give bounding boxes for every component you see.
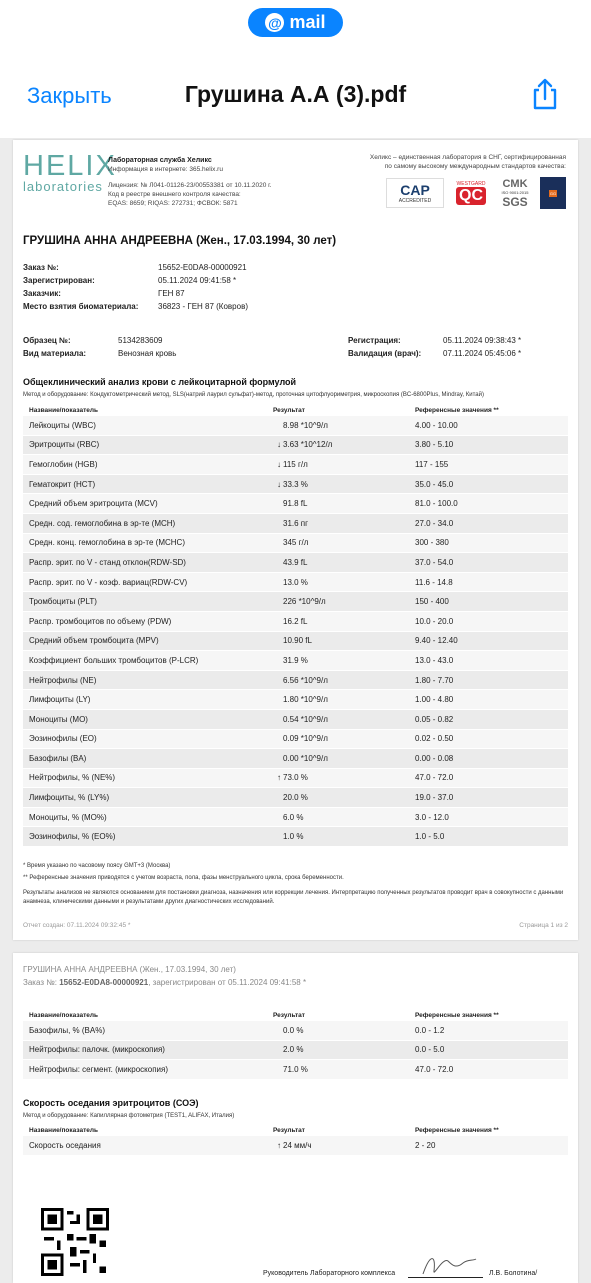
row-ref: 0.00 - 0.08 — [415, 753, 454, 763]
table-row — [23, 553, 568, 573]
row-result-cell — [273, 793, 415, 802]
row-ref: 10.0 - 20.0 — [415, 616, 454, 626]
order-label: Заказ №: — [23, 263, 59, 272]
timing-labels — [348, 334, 443, 360]
sample-value: 5134283609 — [118, 336, 163, 345]
row-result-cell — [273, 421, 415, 430]
signature-image — [418, 1249, 478, 1279]
row-result: 115 г/л — [283, 459, 308, 469]
material-label: Вид материала: — [23, 349, 87, 358]
row-result: 33.3 % — [283, 479, 308, 489]
p2-col-result: Результат — [273, 1012, 305, 1019]
row-result-cell — [273, 499, 415, 508]
row-name: Скорость оседания — [29, 1140, 101, 1150]
lab-registry: Код в реестре внешнего контроля качества: — [108, 191, 241, 198]
row-result-cell — [273, 754, 415, 763]
cbc-method: Метод и оборудование: Кондуктометрический метод, SLS(натрий лаурил сульфат)-метод, проточная цитофлуориметрия, микроскопия (BC-6800Plus, Mindray, Китай) — [23, 392, 484, 398]
row-ref: 9.40 - 12.40 — [415, 636, 458, 646]
cap-text: CAP — [400, 182, 430, 198]
row-result: 71.0 % — [283, 1064, 308, 1074]
order-values — [158, 261, 358, 313]
row-ref: 0.02 - 0.50 — [415, 734, 454, 744]
row-flag: ↓ — [277, 479, 281, 489]
table-row — [23, 1060, 568, 1080]
westgard-text: WESTGARD — [456, 181, 486, 187]
viewer-header — [0, 0, 591, 138]
certificates — [386, 176, 566, 210]
footnote-timezone: * Время указано по часовому поясу GMT+3 (Москва) — [23, 863, 171, 869]
lab-registry-codes: EQAS: 8659; RIQAS: 272731; ФСВОК: 5871 — [108, 200, 238, 207]
sample-labels — [23, 334, 118, 360]
cap-sub: ACCREDITED — [398, 198, 432, 204]
p2-rows — [23, 1021, 568, 1080]
row-name: Коэффициент больших тромбоцитов (P-LCR) — [29, 655, 199, 665]
order-labels — [23, 261, 158, 313]
page-number: Страница 1 из 2 — [519, 922, 568, 929]
sample-values — [118, 334, 278, 360]
sgs-logo — [498, 176, 532, 210]
row-ref: 19.0 - 37.0 — [415, 793, 454, 803]
row-ref: 150 - 400 — [415, 597, 449, 607]
p2-col-ref: Референсные значения ** — [415, 1012, 499, 1019]
reg-label: Регистрация: — [348, 336, 401, 345]
row-flag: ↑ — [277, 1140, 281, 1150]
row-result-cell — [273, 617, 415, 626]
table-row — [23, 730, 568, 750]
mail-app-pill[interactable] — [248, 8, 343, 37]
p2-table-header — [23, 1008, 568, 1021]
table-row — [23, 749, 568, 769]
p2-order — [23, 978, 306, 987]
table-row — [23, 710, 568, 730]
report-created: Отчет создан: 07.11.2024 09:32:45 * — [23, 922, 131, 929]
table-row — [23, 1136, 568, 1156]
reg-value: 05.11.2024 09:38:43 * — [443, 336, 522, 345]
row-name: Распр. тромбоцитов по объему (PDW) — [29, 616, 172, 626]
row-flag: ↓ — [277, 440, 281, 450]
lab-name: Лабораторная служба Хеликс — [108, 157, 212, 164]
cap-logo — [386, 178, 444, 208]
row-ref: 1.0 - 5.0 — [415, 832, 445, 842]
row-name: Нейтрофилы: палочк. (микроскопия) — [29, 1045, 165, 1055]
pdf-page-1 — [13, 140, 578, 940]
row-ref: 2 - 20 — [415, 1140, 436, 1150]
row-name: Эритроциты (RBC) — [29, 440, 100, 450]
table-row — [23, 534, 568, 554]
esr-table — [23, 1123, 568, 1156]
row-result: 8.98 *10^9/л — [283, 420, 328, 430]
row-name: Средн. сод. гемоглобина в эр-те (MCH) — [29, 518, 176, 528]
lab-site: Информация в интернете: 365.helix.ru — [108, 166, 223, 173]
row-ref: 27.0 - 34.0 — [415, 518, 454, 528]
global-group-logo — [540, 177, 566, 209]
row-name: Базофилы, % (BA%) — [29, 1025, 105, 1035]
table-row — [23, 612, 568, 632]
logo-bottom-text: laboratories — [23, 179, 103, 194]
row-name: Тромбоциты (PLT) — [29, 597, 97, 607]
p2-order-number: 15652-E0DA8-00000921 — [59, 978, 149, 987]
row-result: 43.9 fL — [283, 557, 308, 567]
row-result: 226 *10^9/л — [283, 597, 326, 607]
row-ref: 4.00 - 10.00 — [415, 420, 458, 430]
cmk-text: CMK — [502, 177, 528, 190]
row-result: 0.54 *10^9/л — [283, 714, 328, 724]
note-line-1: Хеликс – единственная лаборатория в СНГ, сертифицированная — [369, 154, 566, 161]
esr-rows — [23, 1136, 568, 1156]
row-name: Лимфоциты (LY) — [29, 695, 91, 705]
place-value: 36823 - ГЕН 87 (Ковров) — [158, 302, 248, 311]
page-footer — [23, 922, 568, 929]
order-value: 15652-E0DA8-00000921 — [158, 263, 247, 272]
row-result: 31.6 пг — [283, 518, 309, 528]
row-result: 0.0 % — [283, 1025, 304, 1035]
row-result: 91.8 fL — [283, 499, 308, 509]
row-result: 24 мм/ч — [283, 1140, 312, 1150]
esr-col-name: Название/показатель — [29, 1127, 99, 1134]
row-result: 13.0 % — [283, 577, 308, 587]
sample-label: Образец №: — [23, 336, 71, 345]
row-result-cell — [273, 558, 415, 567]
row-name: Нейтрофилы, % (NE%) — [29, 773, 116, 783]
table-row — [23, 788, 568, 808]
col-ref-header: Референсные значения ** — [415, 407, 499, 414]
row-result-cell — [273, 1141, 415, 1150]
cbc-table — [23, 403, 568, 847]
col-name-header: Название/показатель — [29, 407, 99, 414]
row-result: 3.63 *10^12/л — [283, 440, 333, 450]
row-name: Гематокрит (HCT) — [29, 479, 96, 489]
row-ref: 117 - 155 — [415, 459, 449, 469]
row-result: 10.90 fL — [283, 636, 312, 646]
table-row — [23, 827, 568, 847]
row-result: 6.56 *10^9/л — [283, 675, 328, 685]
row-name: Распр. эрит. по V - коэф. вариац(RDW-CV) — [29, 577, 188, 587]
mail-app-label: mail — [289, 12, 326, 32]
row-name: Распр. эрит. по V - станд отклон(RDW-SD) — [29, 557, 186, 567]
row-flag: ↓ — [277, 459, 281, 469]
val-value: 07.11.2024 05:45:06 * — [443, 349, 522, 358]
customer-value: ГЕН 87 — [158, 289, 185, 298]
p2-order-suffix: , зарегистрирован от 05.11.2024 09:41:58 * — [148, 978, 307, 987]
row-result: 16.2 fL — [283, 616, 308, 626]
row-ref: 37.0 - 54.0 — [415, 557, 454, 567]
table-row — [23, 455, 568, 475]
table-row — [23, 592, 568, 612]
lab-license: Лицензия: № Л041-01126-23/00553381 от 10.11.2020 г. — [108, 182, 272, 189]
table-row — [23, 651, 568, 671]
row-name: Базофилы (BA) — [29, 753, 87, 763]
row-flag: ↑ — [277, 773, 281, 783]
table-row — [23, 494, 568, 514]
p2-patient: ГРУШИНА АННА АНДРЕЕВНА (Жен., 17.03.1994, 30 лет) — [23, 965, 236, 974]
sgs-text: SGS — [502, 194, 528, 209]
row-result-cell — [273, 519, 415, 528]
table-row — [23, 769, 568, 789]
row-name: Средний объем тромбоцита (MPV) — [29, 636, 159, 646]
table-row — [23, 436, 568, 456]
row-result: 0.09 *10^9/л — [283, 734, 328, 744]
cbc-table-header — [23, 403, 568, 416]
qc-text: QC — [456, 187, 486, 205]
signer-name: Л.В. Болотина/ — [489, 1270, 538, 1277]
esr-col-result: Результат — [273, 1127, 305, 1134]
row-ref: 3.0 - 12.0 — [415, 812, 449, 822]
footnote-refs: ** Референсные значения приводятся с учетом возраста, пола, фазы менструального цикла, срока беременности. — [23, 874, 344, 881]
row-name: Эозинофилы (EO) — [29, 734, 97, 744]
footnotes — [23, 862, 568, 906]
esr-title: Скорость оседания эритроцитов (СОЭ) — [23, 1098, 199, 1108]
certification-note — [366, 154, 566, 171]
row-result-cell — [273, 832, 415, 841]
row-ref: 0.05 - 0.82 — [415, 714, 454, 724]
row-ref: 47.0 - 72.0 — [415, 1064, 454, 1074]
row-result-cell — [273, 676, 415, 685]
row-result-cell — [273, 695, 415, 704]
signature-line — [408, 1277, 483, 1278]
row-result-cell — [273, 1065, 415, 1074]
row-result: 1.80 *10^9/л — [283, 695, 328, 705]
signer-role: Руководитель Лабораторного комплекса — [263, 1270, 396, 1277]
close-button[interactable]: Закрыть — [27, 83, 112, 108]
row-result-cell — [273, 460, 415, 469]
row-ref: 0.0 - 1.2 — [415, 1025, 445, 1035]
row-name: Нейтрофилы: сегмент. (микроскопия) — [29, 1064, 168, 1074]
row-name: Лейкоциты (WBC) — [29, 420, 96, 430]
at-icon: @ — [265, 13, 284, 32]
p2-order-prefix: Заказ №: — [23, 978, 60, 987]
share-button[interactable] — [530, 78, 560, 110]
gg-badge: GG — [549, 190, 557, 196]
table-row — [23, 514, 568, 534]
table-row — [23, 416, 568, 436]
document-title: Грушина А.А (3).pdf — [184, 81, 407, 107]
row-ref: 0.0 - 5.0 — [415, 1045, 445, 1055]
table-row — [23, 1021, 568, 1041]
registered-value: 05.11.2024 09:41:58 * — [158, 276, 237, 285]
esr-col-ref: Референсные значения ** — [415, 1127, 499, 1134]
row-ref: 1.80 - 7.70 — [415, 675, 454, 685]
share-icon — [530, 78, 560, 110]
patient-heading: ГРУШИНА АННА АНДРЕЕВНА (Жен., 17.03.1994, 30 лет) — [23, 235, 337, 247]
col-result-header: Результат — [273, 407, 305, 414]
row-result-cell — [273, 734, 415, 743]
row-name: Эозинофилы, % (EO%) — [29, 832, 116, 842]
registered-label: Зарегистрирован: — [23, 276, 95, 285]
row-name: Нейтрофилы (NE) — [29, 675, 97, 685]
row-name: Гемоглобин (HGB) — [29, 459, 98, 469]
row-result-cell — [273, 480, 415, 489]
row-result-cell — [273, 578, 415, 587]
row-result: 0.00 *10^9/л — [283, 753, 328, 763]
val-label: Валидация (врач): — [348, 349, 422, 358]
p2-table — [23, 1008, 568, 1080]
row-name: Моноциты (MO) — [29, 714, 88, 724]
customer-label: Заказчик: — [23, 289, 61, 298]
material-value: Венозная кровь — [118, 349, 177, 358]
pdf-page-2 — [13, 953, 578, 1283]
place-label: Место взятия биоматериала: — [23, 302, 139, 311]
table-row — [23, 475, 568, 495]
footnote-disclaimer: Результаты анализов не являются основанием для постановки диагноза, назначения или коррекции лечения. Интерпретацию полученных результатов проводит врач в совокупности с данными анамнеза, клиническими данными и результатами других диагностических исследований. — [23, 890, 564, 905]
table-row — [23, 632, 568, 652]
row-result: 20.0 % — [283, 793, 308, 803]
row-result-cell — [273, 597, 415, 606]
row-result: 31.9 % — [283, 655, 308, 665]
row-result: 345 г/л — [283, 538, 309, 548]
row-result: 6.0 % — [283, 812, 304, 822]
row-ref: 300 - 380 — [415, 538, 449, 548]
row-name: Средн. конц. гемоглобина в эр-те (MCHC) — [29, 538, 185, 548]
row-name: Моноциты, % (MO%) — [29, 812, 107, 822]
note-line-2: по самому высокому международным стандартов качества: — [384, 162, 566, 170]
table-row — [23, 1041, 568, 1061]
table-row — [23, 808, 568, 828]
row-result-cell — [273, 773, 415, 782]
row-result-cell — [273, 538, 415, 547]
helix-logo — [23, 152, 117, 194]
table-row — [23, 671, 568, 691]
row-result-cell — [273, 636, 415, 645]
lab-info — [108, 156, 272, 208]
esr-table-header — [23, 1123, 568, 1136]
table-row — [23, 573, 568, 593]
row-result-cell — [273, 1045, 415, 1054]
logo-top-text: HELIX — [23, 150, 117, 182]
row-result-cell — [273, 656, 415, 665]
row-ref: 47.0 - 72.0 — [415, 773, 454, 783]
row-result-cell — [273, 715, 415, 724]
p2-col-name: Название/показатель — [29, 1012, 99, 1019]
esr-method: Метод и оборудование: Капиллярная фотометрия (TEST1, ALIFAX, Италия) — [23, 1113, 235, 1119]
row-result-cell — [273, 1026, 415, 1035]
row-name: Лимфоциты, % (LY%) — [29, 793, 110, 803]
row-result: 73.0 % — [283, 773, 308, 783]
row-result-cell — [273, 440, 415, 449]
row-ref: 11.6 - 14.8 — [415, 577, 453, 587]
row-result: 2.0 % — [283, 1045, 304, 1055]
row-name: Средний объем эритроцита (MCV) — [29, 499, 158, 509]
table-row — [23, 690, 568, 710]
row-ref: 13.0 - 43.0 — [415, 655, 454, 665]
cbc-rows — [23, 416, 568, 847]
westgard-logo — [452, 178, 490, 208]
row-ref: 1.00 - 4.80 — [415, 695, 454, 705]
row-ref: 81.0 - 100.0 — [415, 499, 458, 509]
qr-code — [41, 1208, 109, 1276]
timing-values — [443, 334, 568, 360]
cbc-title: Общеклинический анализ крови с лейкоцитарной формулой — [23, 377, 297, 387]
row-result: 1.0 % — [283, 832, 304, 842]
iso-text: ISO 9001:2015 — [501, 189, 529, 195]
row-ref: 3.80 - 5.10 — [415, 440, 454, 450]
row-ref: 35.0 - 45.0 — [415, 479, 454, 489]
row-result-cell — [273, 813, 415, 822]
